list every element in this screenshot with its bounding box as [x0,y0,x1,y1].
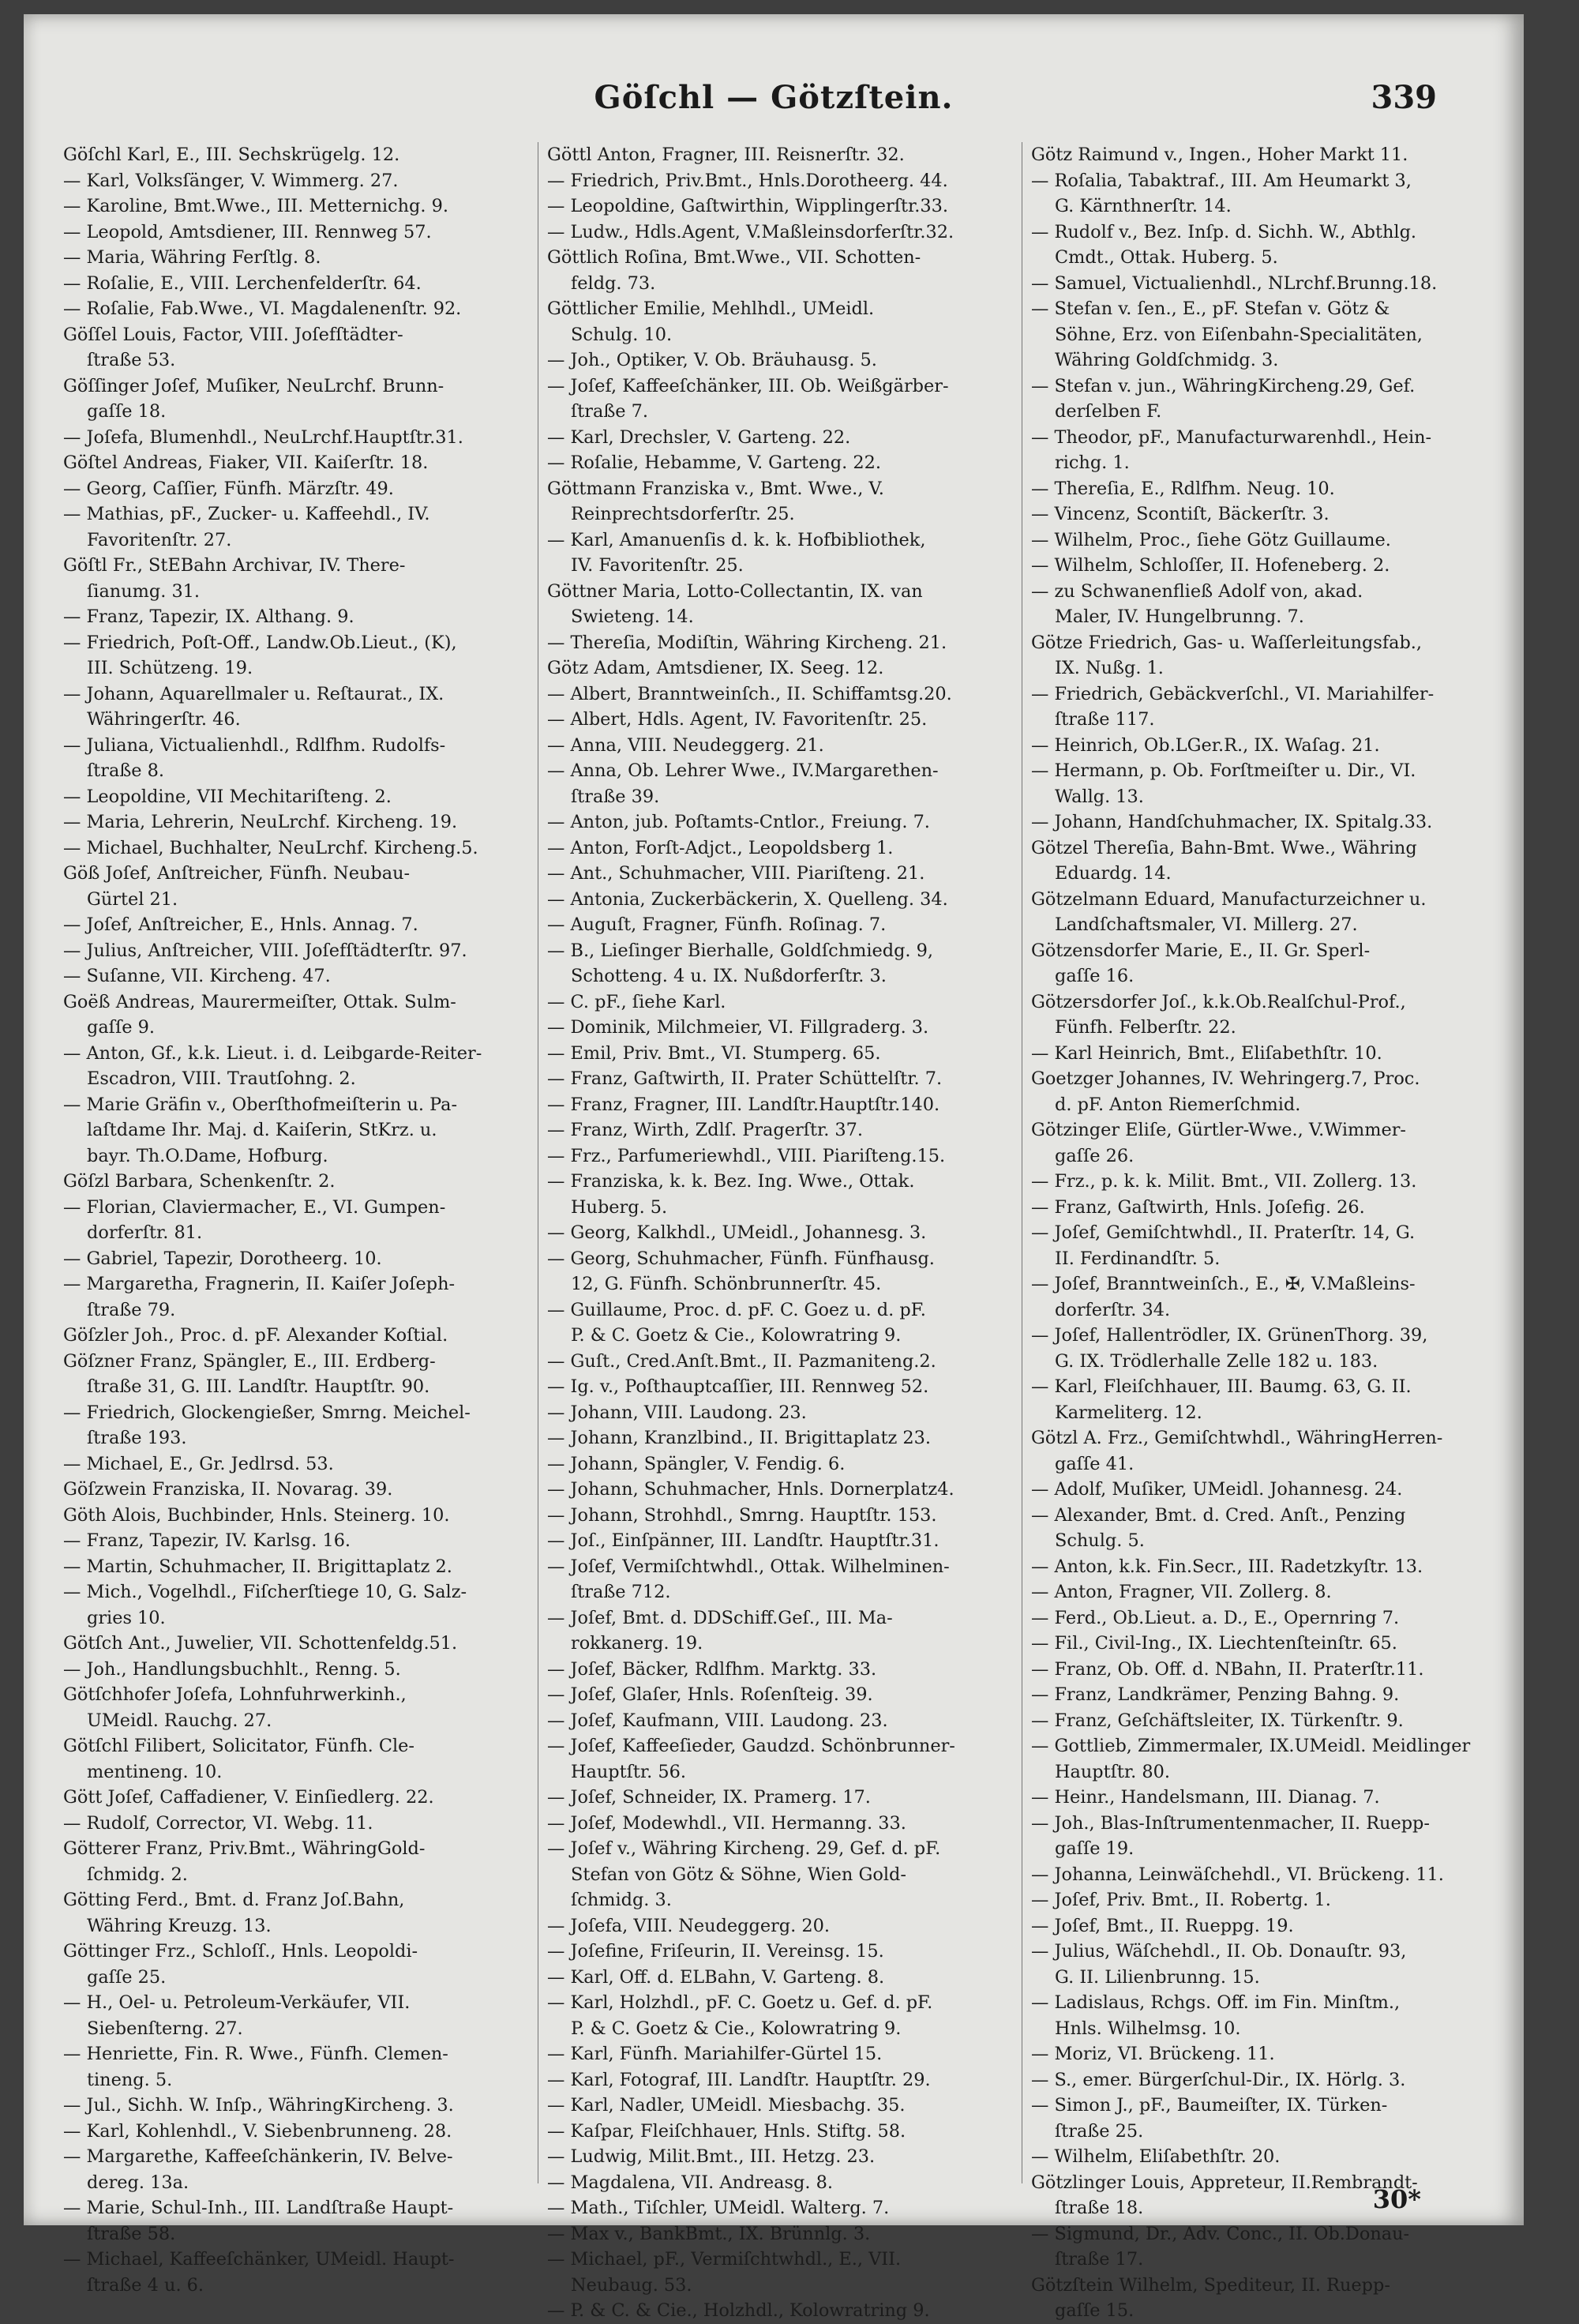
directory-entry-line: — S., emer. Bürgerſchul-Dir., IX. Hörlg. 3. [1031,2069,1406,2090]
directory-entry-line: Göttl Anton, Fragner, III. Reisnerſtr. 32. [547,145,905,165]
directory-entry-line: G. Kärnthnerſtr. 14. [1055,196,1232,216]
directory-entry-line: — Joh., Handlungsbuchhlt., Renng. 5. [63,1658,401,1680]
directory-entry-line: ſtraße 7. [571,401,649,422]
directory-entry-line: — Magdalena, VII. Andreasg. 8. [547,2172,833,2193]
directory-entry-line: — Ludw., Hdls.Agent, V.Maßleinsdorferſtr.32. [547,221,955,242]
directory-entry-line: — Anton, Fragner, VII. Zollerg. 8. [1031,1582,1332,1602]
directory-entry-line: — Karl, Off. d. ELBahn, V. Garteng. 8. [547,1966,885,1988]
directory-entry-line: — Roſalia, Tabaktraf., III. Am Heumarkt 3, [1031,170,1412,191]
directory-entry-line: G. IX. Trödlerhalle Zelle 182 u. 183. [1055,1350,1378,1372]
directory-entry-line: — Ladislaus, Rchgs. Off. im Fin. Minſtm., [1031,1992,1401,2013]
directory-entry-line: — Johann, Schuhmacher, Hnls. Dornerplatz4. [547,1479,955,1500]
directory-entry-line: Fünfh. Felberſtr. 22. [1055,1017,1236,1038]
directory-entry-line: — Franz, Geſchäftsleiter, IX. Türkenſtr. 9. [1031,1710,1404,1731]
directory-entry-line: — Franz, Tapezir, IV. Karlsg. 16. [63,1530,351,1551]
directory-entry-line: — Michael, E., Gr. Jedlrsd. 53. [63,1453,334,1474]
directory-entry-line: Göſzner Franz, Spängler, E., III. Erdberg- [63,1350,436,1372]
directory-entry-line: gaſſe 26. [1055,1145,1135,1166]
directory-entry-line: — Joſef, Modewhdl., VII. Hermanng. 33. [547,1812,906,1834]
directory-entry-line: — Joſef, Hallentrödler, IX. GrünenThorg. 39, [1031,1325,1428,1346]
directory-entry-line: P. & C. Goetz & Cie., Kolowratring 9. [571,2018,902,2039]
directory-entry-line: — Heinr., Handelsmann, III. Dianag. 7. [1031,1787,1380,1808]
directory-entry-line: Götz Adam, Amtsdiener, IX. Seeg. 12. [547,658,884,678]
directory-entry-line: — Ferd., Ob.Lieut. a. D., E., Opernring 7. [1031,1607,1400,1628]
directory-entry-line: IX. Nußg. 1. [1055,658,1164,678]
directory-entry-line: Göth Alois, Buchbinder, Hnls. Steinerg. 10. [63,1504,450,1526]
directory-entry-line: Swieteng. 14. [571,606,694,627]
directory-entry-line: — Suſanne, VII. Kircheng. 47. [63,966,331,986]
directory-entry-line: — Anton, k.k. Fin.Secr., III. Radetzkyſtr. 13. [1031,1556,1423,1577]
directory-entry-line: mentineng. 10. [87,1761,223,1782]
directory-entry-line: — Joſef, Branntweinſch., E., ✠, V.Maßleins- [1031,1274,1416,1294]
directory-entry-line: 12, G. Fünfh. Schönbrunnerſtr. 45. [571,1274,882,1294]
directory-entry-line: Goetzger Johannes, IV. Wehringerg.7, Proc. [1031,1068,1420,1089]
directory-entry-line: Götzel Thereſia, Bahn-Bmt. Wwe., Währing [1031,837,1417,858]
directory-entry-line: Göß Joſef, Anſtreicher, Fünfh. Neubau- [63,863,411,884]
directory-entry-line: — Anton, jub. Poſtamts-Cntlor., Freiung. 7. [547,812,930,832]
directory-entry-line: Göttinger Frz., Schloſſ., Hnls. Leopoldi- [63,1941,418,1962]
directory-entry-line: — Joſef, Bmt. d. DDSchiff.Geſ., III. Ma- [547,1607,893,1628]
directory-entry-line: ſtraße 18. [1055,2198,1144,2218]
directory-entry-line: — Leopoldine, Gaſtwirthin, Wipplingerſtr.33. [547,196,948,216]
directory-entry-line: — Georg, Kalkhdl., UMeidl., Johannesg. 3. [547,1222,927,1243]
directory-entry-line: — Emil, Priv. Bmt., VI. Stumperg. 65. [547,1042,881,1064]
directory-entry-line: — Anton, Forſt-Adjct., Leopoldsberg 1. [547,837,894,858]
directory-entry-line: — Martin, Schuhmacher, II. Brigittaplatz 2. [63,1556,452,1577]
directory-entry-line: gaſſe 16. [1055,966,1135,986]
directory-entry-line: — Rudolf v., Bez. Inſp. d. Sichh. W., Abthlg. [1031,221,1417,242]
directory-entry-line: dorferſtr. 81. [87,1222,203,1243]
directory-entry-line: ſtraße 193. [87,1428,187,1448]
directory-entry-line: — Henriette, Fin. R. Wwe., Fünfh. Clemen- [63,2044,448,2064]
directory-entry-line: Währing Goldſchmidg. 3. [1055,350,1279,370]
directory-entry-line: Maler, IV. Hungelbrunng. 7. [1055,606,1304,627]
directory-entry-line: Göſſel Louis, Factor, VIII. Joſefſtädter- [63,324,403,345]
directory-entry-line: — Rudolf, Corrector, VI. Webg. 11. [63,1812,373,1834]
directory-entry-line: d. pF. Anton Riemerſchmid. [1055,1094,1301,1115]
directory-entry-line: ſtraße 8. [87,760,165,781]
directory-entry-line: — C. pF., ſiehe Karl. [547,991,726,1012]
directory-entry-line: — Juliana, Victualienhdl., Rdlfhm. Rudolfs- [63,734,446,756]
directory-entry-line: — Roſalie, E., VIII. Lerchenfelderſtr. 64. [63,272,422,294]
directory-entry-line: — Friedrich, Glockengießer, Smrng. Meichel- [63,1402,471,1423]
directory-entry-line: Göſchl Karl, E., III. Sechskrügelg. 12. [63,145,400,165]
directory-entry-line: Göſſinger Joſef, Muſiker, NeuLrchf. Brunn- [63,375,444,396]
directory-entry-line: Götſchhofer Joſefa, Lohnfuhrwerkinh., [63,1684,407,1705]
directory-entry-line: — Johann, Aquarellmaler u. Reſtaurat., IX. [63,683,444,704]
directory-entry-line: — Georg, Schuhmacher, Fünfh. Fünfhausg. [547,1248,935,1269]
directory-entry-line: — Wilhelm, Schloſſer, II. Hofeneberg. 2. [1031,555,1390,576]
directory-entry-line: — Alexander, Bmt. d. Cred. Anſt., Penzing [1031,1504,1406,1526]
directory-entry-line: — Gabriel, Tapezir, Dorotheerg. 10. [63,1248,382,1269]
directory-entry-line: Cmdt., Ottak. Huberg. 5. [1055,247,1278,268]
directory-entry-line: IV. Favoritenſtr. 25. [571,555,744,576]
directory-entry-line: — Joſefine, Friſeurin, II. Vereinsg. 15. [547,1941,884,1962]
directory-entry-line: Götzinger Eliſe, Gürtler-Wwe., V.Wimmer- [1031,1120,1406,1140]
directory-entry-line: — Karl, Fotograf, III. Landſtr. Hauptſtr. 29. [547,2069,931,2090]
directory-entry-line: — Roſalie, Fab.Wwe., VI. Magdalenenſtr. 92. [63,298,462,319]
directory-entry-line: Götzſtein Wilhelm, Spediteur, II. Ruepp- [1031,2274,1390,2296]
directory-entry-line: — P. & C. & Cie., Holzhdl., Kolowratring 9. [547,2300,930,2321]
directory-entry-line: — Sigmund, Dr., Adv. Conc., II. Ob.Donau- [1031,2223,1410,2244]
directory-entry-line: tineng. 5. [87,2069,173,2090]
directory-entry-line: — Joſefa, VIII. Neudeggerg. 20. [547,1915,830,1936]
directory-entry-line: UMeidl. Rauchg. 27. [87,1710,272,1731]
directory-entry-line: — Joh., Blas-Inſtrumentenmacher, II. Ruepp- [1031,1812,1430,1834]
directory-entry-line: — Anton, Gf., k.k. Lieut. i. d. Leibgarde-Reiter- [63,1042,482,1064]
directory-entry-line: — Wilhelm, Eliſabethſtr. 20. [1031,2146,1281,2167]
directory-entry-line: richg. 1. [1055,452,1130,473]
directory-entry-line: Währingerſtr. 46. [87,709,241,730]
directory-entry-line: — Karl, Fleiſchhauer, III. Baumg. 63, G. II. [1031,1376,1412,1397]
directory-entry-line: Götze Friedrich, Gas- u. Waſſerleitungsfab., [1031,632,1423,653]
directory-entry-line: — Margaretha, Fragnerin, II. Kaiſer Joſeph- [63,1274,456,1294]
directory-entry-line: Göttlich Roſina, Bmt.Wwe., VII. Schotten- [547,247,921,268]
directory-entry-line: — Joſ., Einſpänner, III. Landſtr. Hauptſtr.31. [547,1530,940,1551]
directory-entry-line: — Johann, Spängler, V. Fendig. 6. [547,1453,846,1474]
directory-entry-line: — Karl, Holzhdl., pF. C. Goetz u. Gef. d. pF. [547,1992,933,2013]
directory-entry-line: — Joſef, Vermiſchtwhdl., Ottak. Wilhelminen- [547,1556,950,1577]
directory-entry-line: — Franz, Wirth, Zdlſ. Pragerſtr. 37. [547,1120,864,1140]
directory-entry-line: — Karl, Nadler, UMeidl. Miesbachg. 35. [547,2095,906,2116]
directory-entry-line: ſtraße 58. [87,2223,176,2244]
directory-entry-line: — Dominik, Milchmeier, VI. Fillgraderg. 3. [547,1017,929,1038]
directory-entry-line: Hnls. Wilhelmsg. 10. [1055,2018,1241,2039]
directory-entry-line: — Stefan v. ſen., E., pF. Stefan v. Götz & [1031,298,1390,319]
directory-entry-line: — Franz, Ob. Off. d. NBahn, II. Praterſtr.11. [1031,1658,1424,1680]
directory-entry-line: gaſſe 18. [87,401,167,422]
column-left [63,142,529,2298]
directory-entry-line: gries 10. [87,1607,166,1628]
directory-entry-line: Gött Joſef, Caffadiener, V. Einſiedlerg. 22. [63,1787,434,1808]
directory-entry-line: P. & C. Goetz & Cie., Kolowratring 9. [571,1325,902,1346]
directory-entry-line: — Fil., Civil-Ing., IX. Liechtenſteinſtr. 65. [1031,1633,1397,1654]
directory-entry-line: — Joſef, Bäcker, Rdlfhm. Marktg. 33. [547,1658,877,1680]
directory-entry-line: ſtraße 25. [1055,2120,1144,2142]
directory-entry-line: — Ant., Schuhmacher, VIII. Piariſteng. 21. [547,863,925,884]
directory-entry-line: — Mathias, pF., Zucker- u. Kaffeehdl., IV. [63,504,430,524]
column-middle [547,142,1013,2324]
directory-entry-line: Götſch Ant., Juwelier, VII. Schottenfeldg.51. [63,1633,458,1654]
page-number: 339 [1371,79,1437,116]
directory-entry-line: — Joſef, Anſtreicher, E., Hnls. Annag. 7. [63,914,418,935]
directory-entry-line: — Joſef, Kaffeeſieder, Gaudzd. Schönbrunner- [547,1736,955,1756]
directory-entry-line: Götting Ferd., Bmt. d. Franz Joſ.Bahn, [63,1890,405,1910]
directory-entry-line: ſtraße 712. [571,1582,671,1602]
directory-entry-line: — Johann, Strohhdl., Smrng. Hauptſtr. 153. [547,1504,937,1526]
directory-entry-line: — Michael, Kaffeeſchänker, UMeidl. Haupt- [63,2249,455,2270]
directory-entry-line: — Karl, Drechsler, V. Garteng. 22. [547,426,851,448]
directory-entry-line: — B., Lieſinger Bierhalle, Goldſchmiedg. 9, [547,940,934,961]
directory-entry-line: — Franz, Landkrämer, Penzing Bahng. 9. [1031,1684,1400,1705]
directory-entry-line: Göſtl Fr., StEBahn Archivar, IV. There- [63,555,406,576]
directory-entry-line: ſtraße 4 u. 6. [87,2274,204,2296]
directory-entry-line: Eduardg. 14. [1055,863,1172,884]
directory-entry-line: Stefan von Götz & Söhne, Wien Gold- [571,1864,906,1885]
directory-entry-line: — Theodor, pF., Manufacturwarenhdl., Hein- [1031,426,1432,448]
directory-entry-line: — Joſef, Glaſer, Hnls. Roſenſteig. 39. [547,1684,873,1705]
directory-entry-line: ſtraße 31, G. III. Landſtr. Hauptſtr. 90. [87,1376,430,1397]
directory-entry-line: — Guillaume, Proc. d. pF. C. Goez u. d. pF. [547,1299,926,1320]
directory-entry-line: — Karl, Amanuenſis d. k. k. Hofbibliothek, [547,529,926,550]
directory-entry-line: — Julius, Wäſchehdl., II. Ob. Donauſtr. 93, [1031,1941,1407,1962]
directory-entry-line: — Stefan v. jun., WähringKircheng.29, Gef. [1031,375,1416,396]
directory-entry-line: — Max v., BankBmt., IX. Brünnlg. 3. [547,2223,871,2244]
directory-entry-line: Hauptſtr. 80. [1055,1761,1170,1782]
directory-entry-line: — Thereſia, Modiſtin, Währing Kircheng. 21. [547,632,947,653]
directory-entry-line: laſtdame Ihr. Maj. d. Kaiſerin, StKrz. u. [87,1120,437,1140]
directory-entry-line: Karmeliterg. 12. [1055,1402,1202,1423]
directory-entry-line: — Joſefa, Blumenhdl., NeuLrchf.Hauptſtr.31. [63,426,463,448]
running-title: Göſchl — Götzſtein. [594,79,954,116]
directory-entry-line: Goëß Andreas, Maurermeiſter, Ottak. Sulm- [63,991,456,1012]
directory-entry-line: — Georg, Caſſier, Fünfh. Märzſtr. 49. [63,478,394,499]
directory-entry-line: gaſſe 9. [87,1017,155,1038]
directory-entry-line: — Karl, Kohlenhdl., V. Siebenbrunneng. 28. [63,2120,452,2142]
directory-entry-line: rokkanerg. 19. [571,1633,703,1654]
directory-entry-line: — Friedrich, Poſt-Off., Landw.Ob.Lieut., (K), [63,632,457,653]
directory-entry-line: Neubaug. 53. [571,2274,692,2296]
directory-entry-line: — Albert, Hdls. Agent, IV. Favoritenſtr. 25. [547,709,928,730]
directory-entry-line: Wallg. 13. [1055,786,1144,807]
column-right [1031,142,1505,2324]
directory-entry-line: Reinprechtsdorferſtr. 25. [571,504,795,524]
directory-entry-line: Götterer Franz, Priv.Bmt., WähringGold- [63,1838,426,1859]
directory-entry-line: ſtraße 79. [87,1299,176,1320]
directory-entry-line: Göttlicher Emilie, Mehlhdl., UMeidl. [547,298,875,319]
directory-entry-line: — Michael, pF., Vermiſchtwhdl., E., VII. [547,2249,902,2270]
directory-entry-line: — Franz, Fragner, III. Landſtr.Hauptſtr.140. [547,1094,940,1115]
directory-entry-line: — Anna, Ob. Lehrer Wwe., IV.Margarethen- [547,760,939,781]
directory-entry-line: — Friedrich, Gebäckverſchl., VI. Mariahilfer- [1031,683,1435,704]
directory-entry-line: — H., Oel- u. Petroleum-Verkäufer, VII. [63,1992,411,2013]
directory-entry-line: — Simon J., pF., Baumeiſter, IX. Türken- [1031,2095,1388,2116]
directory-entry-line: — Joſef, Schneider, IX. Pramerg. 17. [547,1787,871,1808]
directory-entry-line: dereg. 13a. [87,2172,189,2193]
directory-entry-line: — Wilhelm, Proc., ſiehe Götz Guillaume. [1031,529,1391,550]
directory-entry-line: — Mich., Vogelhdl., Fiſcherſtiege 10, G. Salz- [63,1582,467,1602]
directory-entry-line: — Albert, Branntweinſch., II. Schiffamtsg.20. [547,683,952,704]
directory-entry-line: Götſchl Filibert, Solicitator, Fünfh. Cle- [63,1736,415,1756]
directory-entry-line: Götz Raimund v., Ingen., Hoher Markt 11. [1031,145,1408,165]
directory-entry-line: — Frz., Parfumeriewhdl., VIII. Piariſteng.15. [547,1145,946,1166]
directory-page [24,14,1524,2321]
directory-entry-line: — Margarethe, Kaffeeſchänkerin, IV. Belve- [63,2146,453,2167]
directory-entry-line: — Joh., Optiker, V. Ob. Bräuhausg. 5. [547,350,877,370]
directory-entry-line: — Joſef, Gemiſchtwhdl., II. Praterſtr. 14, G. [1031,1222,1416,1243]
directory-entry-line: derſelben F. [1055,401,1162,422]
directory-entry-line: Götzensdorfer Marie, E., II. Gr. Sperl- [1031,940,1371,961]
directory-entry-line: — Joſef v., Währing Kircheng. 29, Gef. d. pF. [547,1838,941,1859]
directory-entry-line: — Guſt., Cred.Anſt.Bmt., II. Pazmaniteng.2. [547,1350,936,1372]
directory-entry-line: Landſchaftsmaler, VI. Millerg. 27. [1055,914,1358,935]
directory-entry-line: Göſzl Barbara, Schenkenſtr. 2. [63,1171,336,1192]
directory-entry-line: — Thereſia, E., Rdlfhm. Neug. 10. [1031,478,1335,499]
directory-entry-line: — Leopold, Amtsdiener, III. Rennweg 57. [63,221,432,242]
directory-entry-line: dorferſtr. 34. [1055,1299,1171,1320]
directory-entry-line: — Math., Tiſchler, UMeidl. Walterg. 7. [547,2198,890,2218]
directory-entry-line: — Samuel, Victualienhdl., NLrchf.Brunng.18. [1031,272,1438,294]
directory-entry-line: — Anna, VIII. Neudeggerg. 21. [547,734,824,756]
signature-mark: 30* [1372,2184,1421,2214]
directory-entry-line: — Friedrich, Priv.Bmt., Hnls.Dorotheerg. 44. [547,170,948,191]
directory-entry-line: — Joſef, Kaufmann, VIII. Laudong. 23. [547,1710,888,1731]
directory-entry-line: — Antonia, Zuckerbäckerin, X. Quelleng. 34. [547,888,948,910]
directory-entry-line: — Johann, Kranzlbind., II. Brigittaplatz 23. [547,1428,932,1448]
directory-entry-line: — Roſalie, Hebamme, V. Garteng. 22. [547,452,881,473]
directory-entry-line: Siebenſterng. 27. [87,2018,243,2039]
directory-entry-line: Götzlinger Louis, Appreteur, II.Rembrandt- [1031,2172,1418,2193]
directory-entry-line: — Johann, VIII. Laudong. 23. [547,1402,807,1423]
directory-entry-line: ſchmidg. 3. [571,1890,672,1910]
directory-entry-line: — Franz, Gaſtwirth, II. Prater Schüttelſtr. 7. [547,1068,943,1089]
directory-entry-line: Favoritenſtr. 27. [87,529,232,550]
directory-entry-line: — Marie, Schul-Inh., III. Landſtraße Haupt- [63,2198,454,2218]
directory-entry-line: Schotteng. 4 u. IX. Nußdorferſtr. 3. [571,966,887,986]
directory-entry-line: — Hermann, p. Ob. Forſtmeiſter u. Dir., VI. [1031,760,1416,781]
directory-entry-line: Schulg. 10. [571,324,673,345]
directory-entry-line: ſtraße 117. [1055,709,1155,730]
directory-entry-line: — Ig. v., Poſthauptcaſſier, III. Rennweg 52. [547,1376,929,1397]
directory-entry-line: — Florian, Claviermacher, E., VI. Gumpen- [63,1196,446,1218]
directory-entry-line: ſianumg. 31. [87,580,201,602]
directory-entry-line: — Auguſt, Fragner, Fünfh. Roſinag. 7. [547,914,887,935]
directory-entry-line: Götzl A. Frz., Gemiſchtwhdl., WähringHerren- [1031,1428,1443,1448]
directory-entry-line: Göſzwein Franziska, II. Novarag. 39. [63,1479,393,1500]
directory-entry-line: Währing Kreuzg. 13. [87,1915,272,1936]
directory-entry-line: — Kaſpar, Fleiſchhauer, Hnls. Stiftg. 58. [547,2120,906,2142]
directory-entry-line: Götzelmann Eduard, Manufacturzeichner u. [1031,888,1427,910]
directory-entry-line: — Franziska, k. k. Bez. Ing. Wwe., Ottak. [547,1171,915,1192]
directory-entry-line: Göttmann Franziska v., Bmt. Wwe., V. [547,478,884,499]
directory-entry-line: — Franz, Tapezir, IX. Althang. 9. [63,606,354,627]
directory-entry-line: ſchmidg. 2. [87,1864,188,1885]
directory-entry-line: Söhne, Erz. von Eiſenbahn-Specialitäten, [1055,324,1423,345]
directory-entry-line: — Marie Gräfin v., Oberſthofmeiſterin u. Pa- [63,1094,458,1115]
directory-entry-line: — Joſef, Priv. Bmt., II. Robertg. 1. [1031,1890,1331,1910]
directory-entry-line: — Ludwig, Milit.Bmt., III. Hetzg. 23. [547,2146,876,2167]
directory-entry-line: bayr. Th.O.Dame, Hofburg. [87,1145,328,1166]
directory-entry-line: — Joſef, Bmt., II. Rueppg. 19. [1031,1915,1294,1936]
directory-entry-line: Göſzler Joh., Proc. d. pF. Alexander Koſtial. [63,1325,448,1346]
directory-entry-line: — Karl, Fünfh. Mariahilfer-Gürtel 15. [547,2044,883,2064]
directory-entry-line: — Michael, Buchhalter, NeuLrchf. Kircheng.5. [63,837,478,858]
directory-entry-line: — Heinrich, Ob.LGer.R., IX. Waſag. 21. [1031,734,1380,756]
directory-entry-line: ſtraße 39. [571,786,660,807]
directory-entry-line: feldg. 73. [571,272,656,294]
directory-entry-line: — Adolf, Muſiker, UMeidl. Johannesg. 24. [1031,1479,1403,1500]
directory-entry-line: Götzersdorfer Joſ., k.k.Ob.Realſchul-Prof., [1031,991,1406,1012]
directory-entry-line: — Maria, Währing Ferſtlg. 8. [63,247,321,268]
directory-entry-line: — Johanna, Leinwäſchehdl., VI. Brückeng. 11. [1031,1864,1444,1885]
directory-entry-line: — Jul., Sichh. W. Inſp., WähringKircheng. 3. [63,2095,454,2116]
directory-entry-line: II. Ferdinandſtr. 5. [1055,1248,1221,1269]
directory-entry-line: — Karl Heinrich, Bmt., Eliſabethſtr. 10. [1031,1042,1382,1064]
directory-entry-line: gaſſe 41. [1055,1453,1135,1474]
directory-entry-line: — Gottlieb, Zimmermaler, IX.UMeidl. Meidlinger [1031,1736,1471,1756]
directory-entry-line: gaſſe 15. [1055,2300,1135,2321]
directory-entry-line: Schulg. 5. [1055,1530,1145,1551]
directory-entry-line: — Karoline, Bmt.Wwe., III. Metternichg. 9. [63,196,448,216]
directory-entry-line: — Maria, Lehrerin, NeuLrchf. Kircheng. 19. [63,812,458,832]
directory-entry-line: Huberg. 5. [571,1196,668,1218]
directory-entry-line: Göttner Maria, Lotto-Collectantin, IX. van [547,580,923,602]
directory-entry-line: — Julius, Anſtreicher, VIII. Joſefſtädterſtr. 97. [63,940,467,961]
directory-entry-line: — Leopoldine, VII Mechitariſteng. 2. [63,786,392,807]
directory-entry-line: gaſſe 19. [1055,1838,1135,1859]
directory-entry-line: ſtraße 17. [1055,2249,1144,2270]
directory-entry-line: III. Schützeng. 19. [87,658,253,678]
directory-entry-line: Gürtel 21. [87,888,178,910]
directory-entry-line: — Moriz, VI. Brückeng. 11. [1031,2044,1275,2064]
directory-entry-line: — Johann, Handſchuhmacher, IX. Spitalg.33. [1031,812,1433,832]
directory-entry-line: — zu Schwanenfließ Adolf von, akad. [1031,580,1363,602]
directory-entry-line: — Franz, Gaſtwirth, Hnls. Joſefig. 26. [1031,1196,1365,1218]
directory-entry-line: gaſſe 25. [87,1966,167,1988]
directory-entry-line: — Vincenz, Scontiſt, Bäckerſtr. 3. [1031,504,1330,524]
directory-entry-line: Göſtel Andreas, Fiaker, VII. Kaiſerſtr. 18. [63,452,429,473]
directory-entry-line: Hauptſtr. 56. [571,1761,686,1782]
directory-entry-line: ſtraße 53. [87,350,176,370]
directory-entry-line: Escadron, VIII. Trautſohng. 2. [87,1068,356,1089]
directory-entry-line: — Frz., p. k. k. Milit. Bmt., VII. Zollerg. 13. [1031,1171,1417,1192]
directory-entry-line: — Joſef, Kaffeeſchänker, III. Ob. Weißgärber- [547,375,949,396]
directory-entry-line: G. II. Lilienbrunng. 15. [1055,1966,1260,1988]
directory-entry-line: — Karl, Volksſänger, V. Wimmerg. 27. [63,170,399,191]
